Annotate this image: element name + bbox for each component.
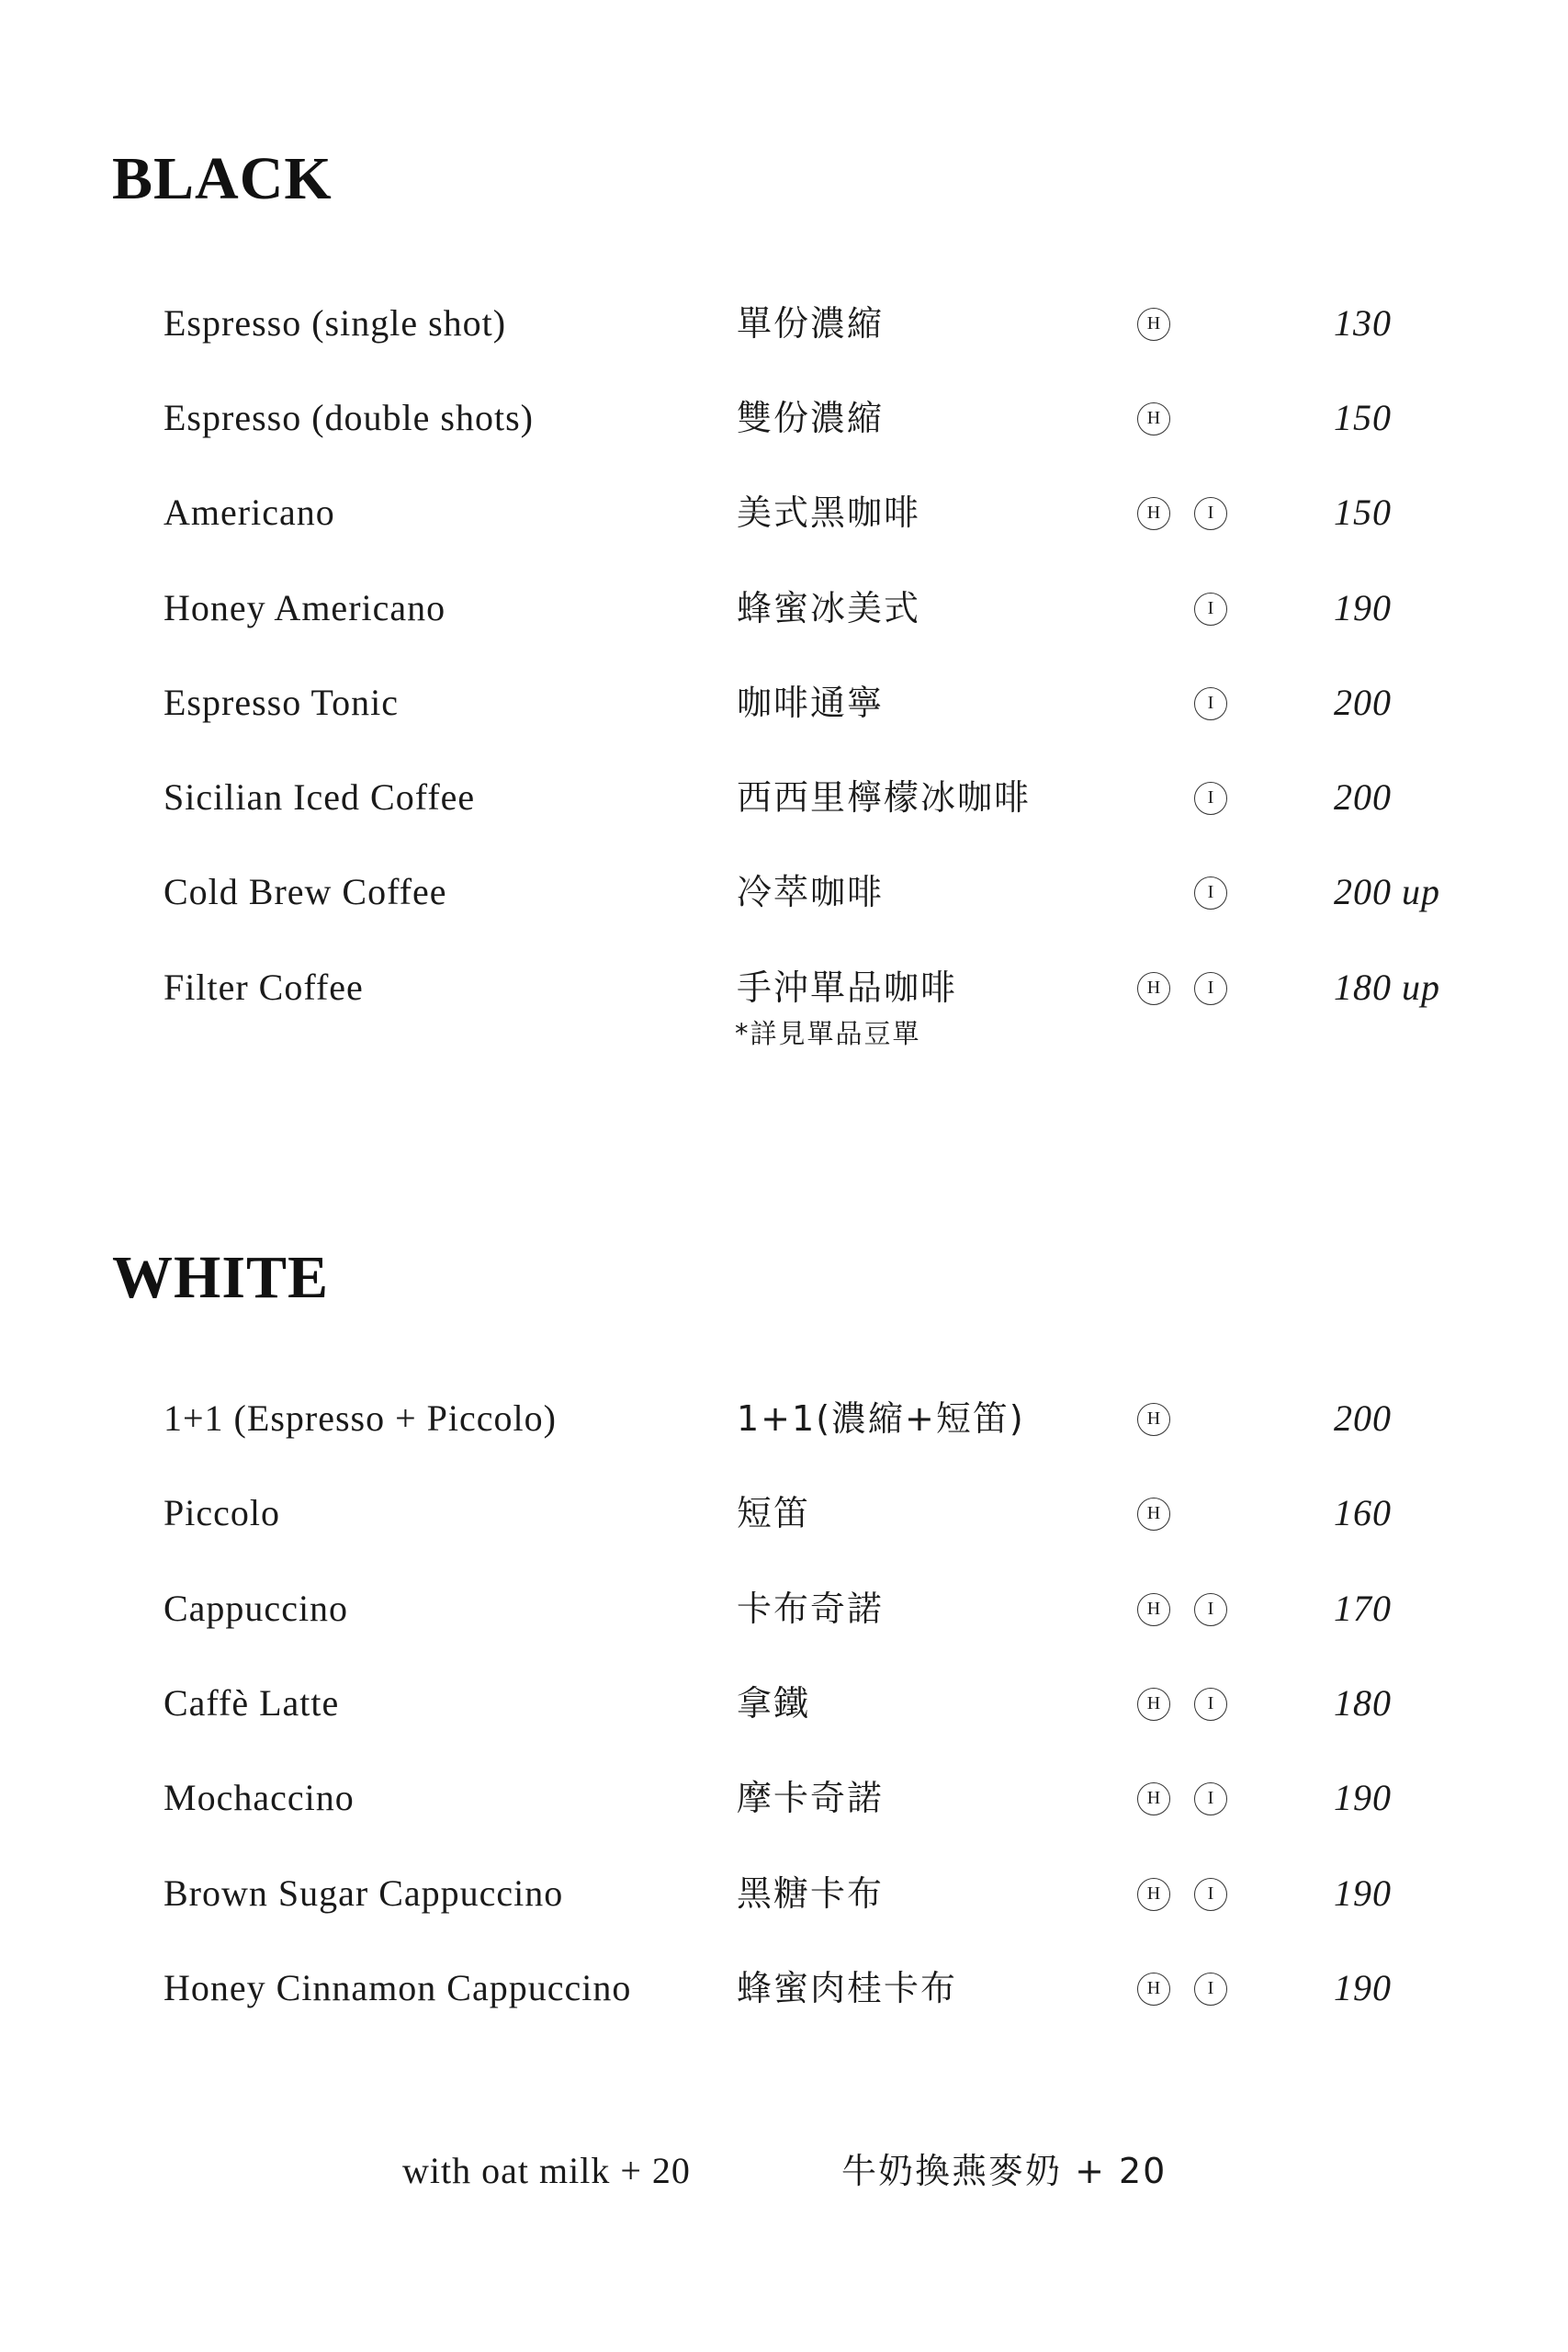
item-name: Americano (164, 492, 335, 533)
item-name: Piccolo (164, 1492, 280, 1533)
oat-milk-note-zh: 牛奶換燕麥奶 + 20 (841, 2151, 1168, 2191)
item-price: 160 (1334, 1492, 1392, 1533)
menu-item (0, 485, 1568, 540)
iced-badge-icon: I (1194, 687, 1227, 720)
iced-badge-icon: I (1194, 1973, 1227, 2006)
item-name: Caffè Latte (164, 1682, 340, 1724)
item-name: Cold Brew Coffee (164, 871, 447, 912)
iced-badge-icon: I (1194, 1688, 1227, 1721)
item-name-zh: 咖啡通寧 (737, 683, 885, 723)
hot-badge-icon: H (1137, 497, 1170, 530)
item-price: 200 up (1334, 871, 1440, 912)
item-price: 180 up (1334, 967, 1440, 1008)
iced-badge-icon: I (1194, 1878, 1227, 1911)
item-price: 190 (1334, 1872, 1392, 1914)
menu-item (0, 960, 1568, 1049)
item-note: *詳見單品豆單 (735, 1018, 921, 1049)
iced-badge-icon: I (1194, 497, 1227, 530)
menu-item (0, 675, 1568, 730)
menu-item (0, 390, 1568, 446)
item-name-zh: 黑糖卡布 (737, 1873, 885, 1914)
item-name: Cappuccino (164, 1588, 349, 1629)
item-name: Honey Cinnamon Cappuccino (164, 1967, 632, 2008)
hot-badge-icon: H (1137, 1878, 1170, 1911)
item-price: 170 (1334, 1588, 1392, 1629)
item-name-zh: 短笛 (737, 1493, 811, 1533)
oat-milk-note (0, 2143, 1568, 2199)
iced-badge-icon: I (1194, 1782, 1227, 1815)
item-price: 180 (1334, 1682, 1392, 1724)
item-price: 200 (1334, 682, 1392, 723)
iced-badge-icon: I (1194, 1593, 1227, 1626)
section-title-black: BLACK (112, 145, 333, 212)
item-name-zh: 蜂蜜冰美式 (737, 588, 921, 628)
item-name-zh: 1+1(濃縮+短笛) (737, 1398, 1025, 1439)
item-price: 150 (1334, 492, 1392, 533)
hot-badge-icon: H (1137, 308, 1170, 341)
item-name-zh: 冷萃咖啡 (737, 872, 885, 912)
hot-badge-icon: H (1137, 1973, 1170, 2006)
hot-badge-icon: H (1137, 1403, 1170, 1436)
item-name: Filter Coffee (164, 967, 364, 1008)
menu-item (0, 1961, 1568, 2016)
item-name-zh: 手沖單品咖啡 (737, 967, 958, 1008)
menu-item (0, 1676, 1568, 1731)
menu-item (0, 770, 1568, 825)
section-title-white: WHITE (112, 1244, 330, 1311)
item-name: Espresso (single shot) (164, 302, 507, 344)
item-name-zh: 雙份濃縮 (737, 398, 885, 438)
item-name-zh: 美式黑咖啡 (737, 492, 921, 533)
item-name-zh: 拿鐵 (737, 1683, 811, 1724)
item-price: 190 (1334, 1777, 1392, 1818)
menu-item (0, 1486, 1568, 1541)
item-name: Espresso Tonic (164, 682, 399, 723)
item-price: 150 (1334, 397, 1392, 438)
menu-item (0, 1866, 1568, 1921)
item-price: 190 (1334, 587, 1392, 628)
iced-badge-icon: I (1194, 972, 1227, 1005)
item-name: Brown Sugar Cappuccino (164, 1872, 564, 1914)
item-price: 130 (1334, 302, 1392, 344)
hot-badge-icon: H (1137, 1498, 1170, 1531)
iced-badge-icon: I (1194, 876, 1227, 910)
hot-badge-icon: H (1137, 972, 1170, 1005)
menu-item (0, 1770, 1568, 1826)
iced-badge-icon: I (1194, 782, 1227, 815)
menu-item (0, 1391, 1568, 1446)
item-name: Honey Americano (164, 587, 446, 628)
hot-badge-icon: H (1137, 1593, 1170, 1626)
item-price: 200 (1334, 776, 1392, 818)
menu-item (0, 581, 1568, 636)
item-price: 200 (1334, 1397, 1392, 1439)
item-name-zh: 單份濃縮 (737, 303, 885, 344)
item-price: 190 (1334, 1967, 1392, 2008)
hot-badge-icon: H (1137, 1782, 1170, 1815)
item-name-zh: 西西里檸檬冰咖啡 (737, 777, 1032, 818)
oat-milk-note-en: with oat milk + 20 (402, 2150, 691, 2191)
item-name: Mochaccino (164, 1777, 355, 1818)
menu-item (0, 296, 1568, 351)
item-name-zh: 摩卡奇諾 (737, 1778, 885, 1818)
hot-badge-icon: H (1137, 402, 1170, 435)
menu-item (0, 865, 1568, 920)
item-name: Espresso (double shots) (164, 397, 534, 438)
iced-badge-icon: I (1194, 593, 1227, 626)
menu-item (0, 1581, 1568, 1636)
item-name-zh: 卡布奇諾 (737, 1589, 885, 1629)
item-name: 1+1 (Espresso + Piccolo) (164, 1397, 557, 1439)
hot-badge-icon: H (1137, 1688, 1170, 1721)
item-name: Sicilian Iced Coffee (164, 776, 476, 818)
item-name-zh: 蜂蜜肉桂卡布 (737, 1968, 958, 2008)
